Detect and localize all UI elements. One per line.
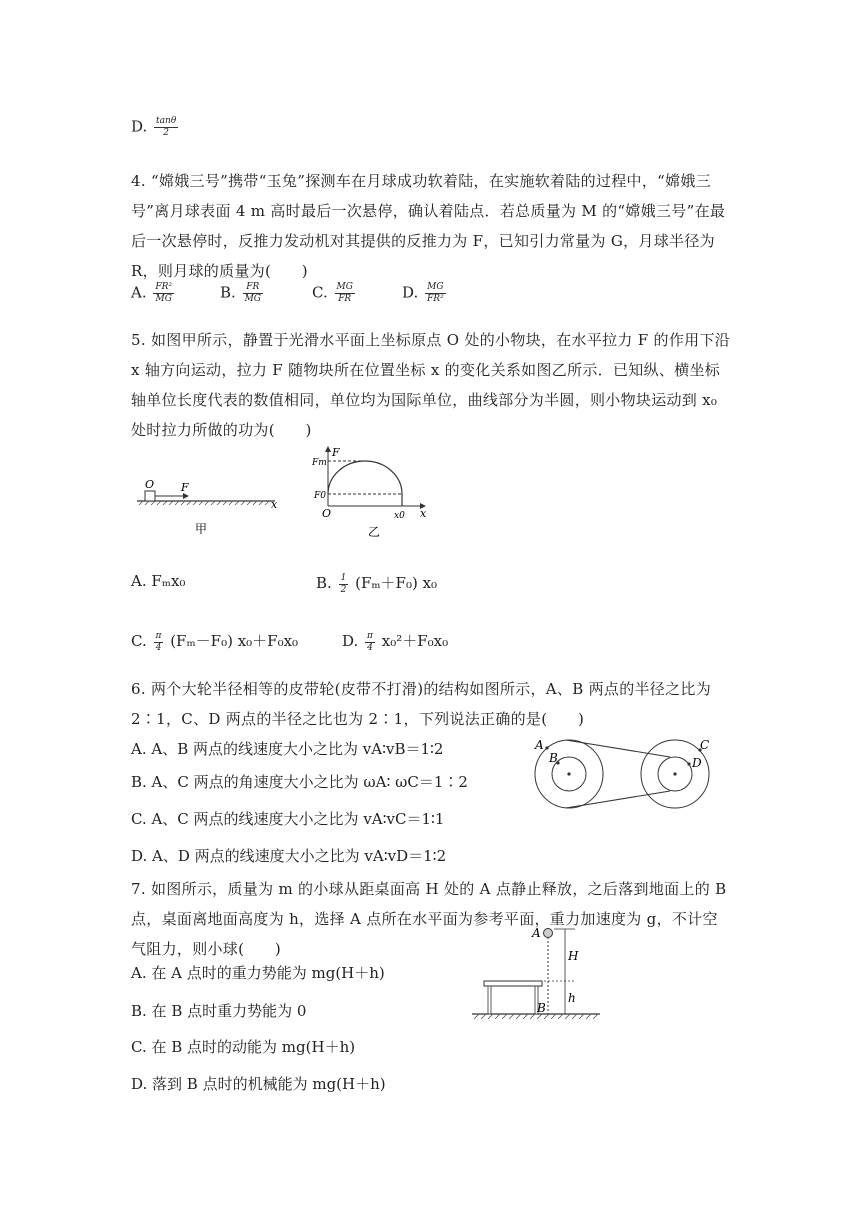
figure-yi	[310, 446, 440, 541]
fraction-numerator: π	[155, 630, 162, 641]
q4-option-d-fraction	[425, 282, 446, 305]
point-a	[545, 746, 548, 749]
question-6-stem: 6. 两个大轮半径相等的皮带轮(皮带不打滑)的结构如图所示，A、B 两点的半径之比为 2∶1，C、D 两点的半径之比也为 2∶1，下列说法正确的是( )	[131, 680, 712, 728]
question-4-stem: 4. “嫦娥三号”携带“玉兔”探测车在月球成功软着陆，在实施软着陆的过程中，“嫦娥三号”离月球表面 4 m 高时最后一次悬停，确认着陆点．若总质量为 M 的“嫦娥三号”在最后一次悬停时，反推力发动机对其提供的反推力为 F，已知引力常量为 G，月球半径为 R，则月球的质量为( )	[131, 172, 726, 280]
label-a: A	[532, 926, 541, 940]
label-o: O	[145, 478, 155, 491]
table-leg-left	[488, 986, 491, 1014]
fraction-numerator: MG	[336, 282, 353, 292]
fraction-numerator: tanθ	[156, 116, 177, 126]
fraction-denominator: 2	[163, 128, 170, 138]
label-x0: x0	[394, 511, 405, 521]
q4-option-c-fraction	[335, 282, 355, 305]
fraction-numerator: π	[367, 630, 373, 641]
q6-option-d: D. A、D 两点的线速度大小之比为 vA∶vD＝1∶2	[131, 847, 447, 865]
q5-option-b-fraction	[339, 573, 349, 596]
label-f: F	[181, 481, 189, 494]
belt-top	[566, 740, 670, 757]
q5-option-d-fraction	[365, 631, 375, 654]
y-axis-arrow-icon	[325, 446, 331, 452]
figure-pulleys	[530, 735, 720, 815]
caption-yi: 乙	[368, 525, 381, 539]
label-b: B	[537, 1001, 546, 1015]
fraction-denominator: 4	[367, 642, 373, 653]
q3-option-d-fraction	[154, 116, 178, 139]
label-o: O	[322, 507, 332, 520]
fraction-denominator: MG	[244, 294, 261, 304]
label-f: F	[332, 446, 340, 459]
semicircle-curve	[328, 461, 402, 494]
label-fm: Fm	[312, 458, 327, 468]
q4-option-a: A. $\frac{\text{FR²}}{MG}$	[131, 282, 173, 304]
fraction-numerator: FR	[243, 282, 263, 294]
q7-option-c: C. 在 B 点时的动能为 mg(H＋h)	[131, 1038, 356, 1056]
label-c: C	[700, 738, 710, 752]
label-d: D	[692, 756, 702, 770]
fraction-numerator: MG	[425, 282, 446, 294]
fraction-denominator: MG	[155, 294, 172, 304]
q7-option-b: B. 在 B 点时重力势能为 0	[131, 1002, 307, 1020]
q5-option-d: D. $\frac{\pi}{4}$ x₀²＋F₀x₀	[342, 630, 449, 653]
q4-option-d: D. $\frac{MG}{\text{FR²}}$	[402, 282, 444, 304]
table-top	[484, 981, 542, 986]
ground-hatch	[474, 1014, 598, 1019]
figure-ball-table	[470, 924, 610, 1024]
q5-option-c: C. $\frac{\pi}{4}$ (Fₘ－F₀) x₀＋F₀x₀	[131, 630, 299, 653]
q5-option-b: B. $\frac{1}{2}$ (Fₘ＋F₀) x₀	[316, 572, 438, 595]
label-h-lower: h	[568, 991, 576, 1005]
q4-option-b-fraction	[243, 282, 263, 305]
label-f0: F0	[314, 491, 326, 501]
q4-option-a-fraction	[153, 282, 174, 305]
label-x: x	[271, 498, 278, 511]
q6-option-c: C. A、C 两点的线速度大小之比为 vA∶vC＝1∶1	[131, 810, 445, 828]
q4-option-c: C. $\frac{MG}{FR}$	[312, 282, 353, 304]
ground-hatch	[139, 501, 269, 505]
label-x: x	[420, 507, 427, 520]
q7-option-d: D. 落到 B 点时的机械能为 mg(H＋h)	[131, 1075, 386, 1093]
right-axle	[673, 772, 676, 775]
fraction-denominator: 4	[155, 642, 162, 653]
caption-jia: 甲	[195, 522, 208, 536]
q6-option-a: A. A、B 两点的线速度大小之比为 vA∶vB＝1∶2	[131, 740, 444, 758]
question-7-stem: 7. 如图所示，质量为 m 的小球从距桌面高 H 处的 A 点静止释放，之后落到地面上的 B 点，桌面离地面高度为 h，选择 A 点所在水平面为参考平面，重力加速度为 g，不计空气阻力，则小球( )	[131, 880, 727, 958]
fraction-denominator: 2	[340, 584, 347, 595]
fraction-numerator: FR²	[155, 282, 173, 292]
fraction-denominator: FR	[338, 294, 352, 304]
q4-option-b: B. $\frac{FR}{MG}$	[220, 282, 261, 304]
q6-option-b: B. A、C 两点的角速度大小之比为 ωA∶ ωC＝1∶2	[131, 773, 468, 791]
label-b: B	[549, 751, 558, 765]
fraction-numerator: 1	[340, 572, 347, 583]
point-d	[687, 762, 690, 765]
question-5-stem: 5. 如图甲所示，静置于光滑水平面上坐标原点 O 处的小物块，在水平拉力 F 的作用下沿 x 轴方向运动，拉力 F 随物块所在位置坐标 x 的变化关系如图乙所示．已知纵、横坐标轴单位长度代表的数值相同，单位均为国际单位，曲线部分为半圆，则小物块运动到 x₀ 处时拉力所做的功为( )	[131, 331, 731, 439]
left-axle	[567, 772, 570, 775]
q5-option-c-fraction	[154, 631, 164, 654]
fraction-denominator: FR²	[427, 294, 444, 304]
q5-option-a: A. Fₘx₀	[131, 572, 186, 590]
q3-option-d: D. $\frac{\tan\theta}{2}$	[131, 116, 177, 138]
block	[145, 491, 155, 501]
q7-option-a: A. 在 A 点时的重力势能为 mg(H＋h)	[131, 964, 385, 982]
ball	[544, 929, 553, 938]
figure-jia	[135, 475, 285, 540]
label-a: A	[535, 738, 544, 752]
label-h-upper: H	[568, 949, 579, 963]
belt-bottom	[566, 791, 670, 808]
